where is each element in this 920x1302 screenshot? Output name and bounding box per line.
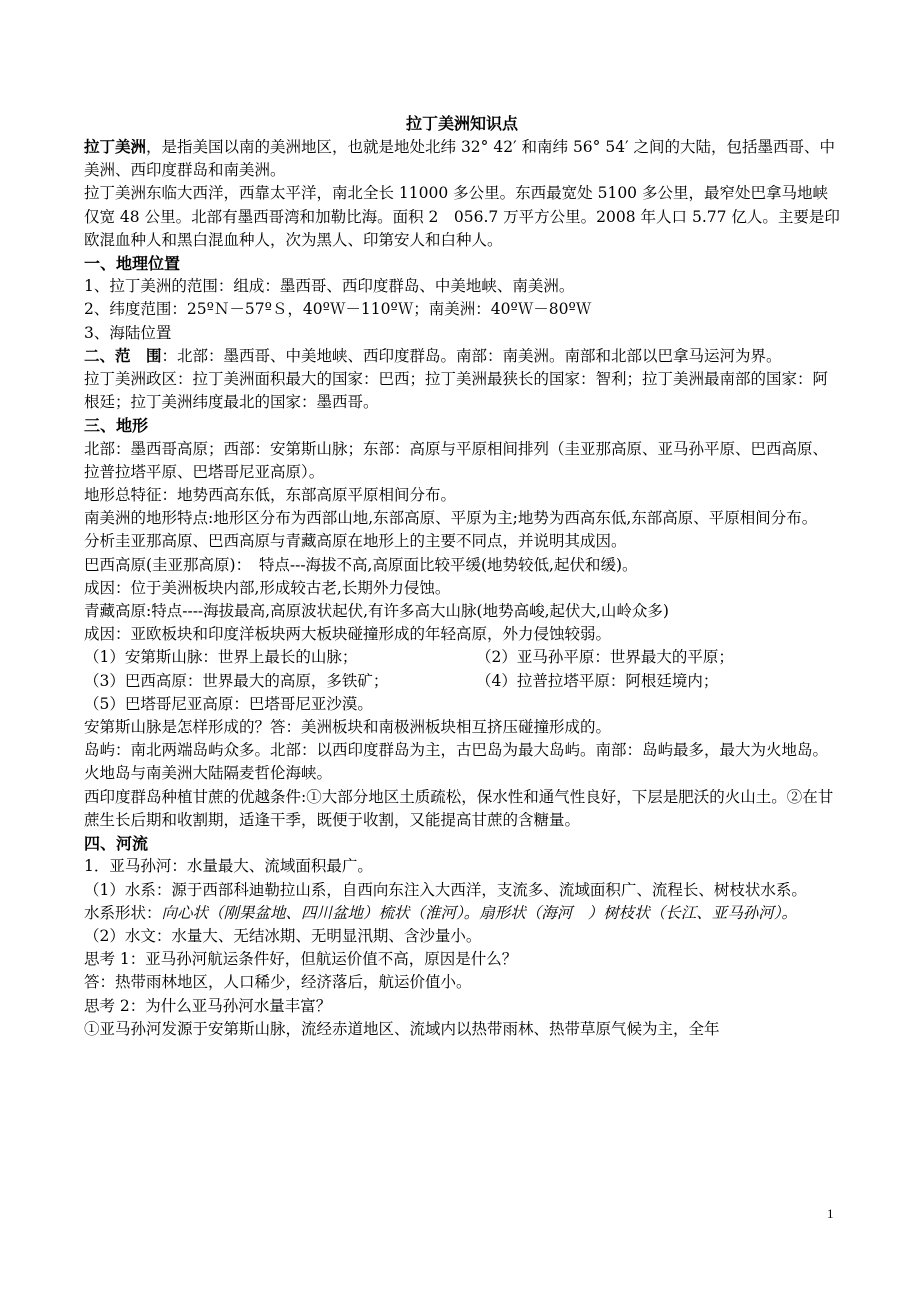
andes-formation: 安第斯山脉是怎样形成的？答：美洲板块和南极洲板块相互挤压碰撞形成的。 (84, 718, 612, 737)
section-heading-scope: 二、范 围 (84, 346, 162, 365)
intro-paragraph (84, 136, 840, 182)
islands-paragraph: 岛屿：南北两端岛屿众多。北部：以西印度群岛为主，古巴岛为最大岛屿。南部：岛屿最多，最大为火地岛。火地岛与南美洲大陆隔麦哲伦海峡。 (84, 741, 829, 783)
river-shapes (84, 902, 840, 925)
section-heading-rivers: 四、河流 (84, 834, 149, 854)
page-number: 1 (827, 1206, 834, 1221)
question-2: 思考 2：为什么亚马孙河水量丰富？ (84, 996, 332, 1015)
amazon-line: 1．亚马孙河：水量最大、流域面积最广。 (84, 857, 373, 876)
facts-row (84, 670, 840, 693)
intro-definition: ，是指美国以南的美洲地区，也就是地处北纬 32° 42′ 和南纬 56° 54′ 之间的大陆，包括墨西哥、中美洲、西印度群岛和南美洲。 (84, 138, 836, 180)
answer-2: ①亚马孙河发源于安第斯山脉，流经赤道地区、流域内以热带雨林、热带草原气候为主，全年 (84, 1019, 720, 1038)
overview-paragraph: 拉丁美洲东临大西洋，西靠太平洋，南北全长 11000 多公里。东西最宽处 5100 多公里，最窄处巴拿马地峡仅宽 48 公里。北部有墨西哥湾和加勒比海。面积 2 056.7 万平方公里。2008 年人口 5.77 亿人。主要是印欧混血种人和黑白混血种人，次为黑人、印第安人和白种人。 (84, 184, 840, 249)
river-shapes-label: 水系形状： (84, 903, 162, 922)
brazil-plateau: 巴西高原(圭亚那高原)： 特点---海拔不高,高原面比较平缓(地势较低,起伏和缓)。 (84, 555, 638, 574)
facts-row (84, 646, 840, 669)
fact-item: （5）巴塔哥尼亚高原：巴塔哥尼亚沙漠。 (84, 694, 373, 713)
terrain-south-america: 南美洲的地形特点:地形区分布为西部山地,东部高原、平原为主;地势为西高东低,东部高原、平原相间分布。 (84, 509, 818, 528)
brazil-cause: 成因：位于美洲板块内部,形成较古老,长期外力侵蚀。 (84, 578, 451, 597)
section-heading-terrain: 三、地形 (84, 416, 149, 436)
terrain-north: 北部：墨西哥高原；西部：安第斯山脉；东部：高原与平原相间排列（圭亚那高原、亚马孙平原、巴西高原、拉普拉塔平原、巴塔哥尼亚高原）。 (84, 439, 829, 481)
location-line-1: 1、拉丁美洲的范围：组成：墨西哥、西印度群岛、中美地峡、南美洲。 (84, 277, 575, 296)
scope-text: ：北部：墨西哥、中美地峡、西印度群岛。南部：南美洲。南部和北部以巴拿马运河为界。 (161, 346, 782, 365)
answer-1: 答：热带雨林地区，人口稀少，经济落后，航运价值小。 (84, 973, 472, 992)
politics-paragraph: 拉丁美洲政区：拉丁美洲面积最大的国家：巴西；拉丁美洲最狭长的国家：智利；拉丁美洲最南部的国家：阿根廷；拉丁美洲纬度最北的国家：墨西哥。 (84, 370, 829, 412)
sugarcane-paragraph: 西印度群岛种植甘蔗的优越条件:①大部分地区土质疏松，保水性和通气性良好，下层是肥沃的火山土。②在甘蔗生长后期和收割期，适逢干季，既便于收割，又能提高甘蔗的含糖量。 (84, 787, 834, 829)
question-1: 思考 1：亚马孙河航运条件好，但航运价值不高，原因是什么？ (84, 950, 518, 969)
fact-item: （1）安第斯山脉：世界上最长的山脉； (84, 648, 358, 667)
page-title: 拉丁美洲知识点 (405, 114, 518, 133)
intro-term: 拉丁美洲 (84, 138, 147, 156)
fact-item: （3）巴西高原：世界最大的高原，多铁矿； (84, 671, 389, 690)
location-line-3: 3、海陆位置 (84, 323, 172, 342)
location-line-2: 2、纬度范围：25ºＮ－57ºＳ，40ºＷ－110ºＷ；南美洲：40ºＷ－80ºＷ (84, 300, 592, 319)
tibet-cause: 成因：亚欧板块和印度洋板块两大板块碰撞形成的年轻高原，外力侵蚀较弱。 (84, 625, 612, 644)
section-heading-location: 一、地理位置 (84, 254, 181, 274)
terrain-general: 地形总特征：地势西高东低，东部高原平原相间分布。 (84, 486, 457, 505)
fact-item: （2）亚马孙平原：世界最大的平原； (476, 648, 734, 667)
scope-paragraph (84, 345, 840, 368)
river-system: （1）水系：源于西部科迪勒拉山系，自西向东注入大西洋，支流多、流域面积广、流程长、树枝状水系。 (84, 880, 807, 899)
document-page (84, 112, 840, 1041)
terrain-question: 分析圭亚那高原、巴西高原与青藏高原在地形上的主要不同点，并说明其成因。 (84, 532, 627, 551)
fact-item: （4）拉普拉塔平原：阿根廷境内； (476, 671, 719, 690)
hydrology: （2）水文：水量大、无结冰期、无明显汛期、含沙量小。 (84, 926, 482, 945)
river-shapes-text: 向心状（刚果盆地、四川盆地）梳状（淮河）。扇形状（海河 ）树枝状（长江、亚马孙河）。 (161, 903, 798, 922)
tibet-plateau: 青藏高原:特点----海拔最高,高原波状起伏,有许多高大山脉(地势高峻,起伏大,山岭众多) (84, 602, 669, 621)
